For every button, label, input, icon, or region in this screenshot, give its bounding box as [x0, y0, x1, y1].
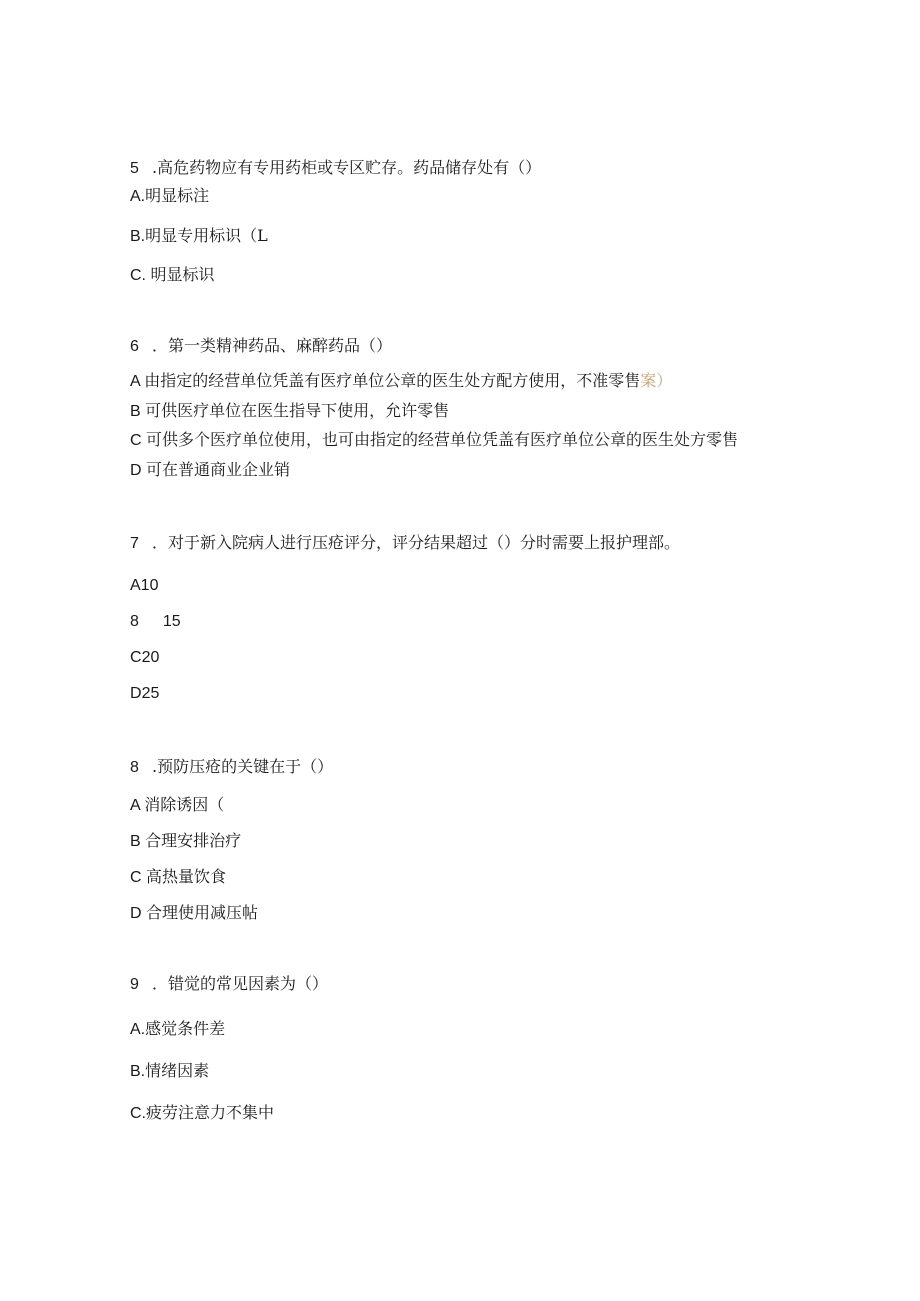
option-prefix: A. [130, 1021, 146, 1038]
option-prefix: B [130, 833, 146, 850]
option-prefix: B. [130, 228, 146, 245]
question-5-option-b [130, 226, 268, 247]
question-text: .高危药物应有专用药柜或专区贮存。药品储存处有（） [152, 158, 542, 177]
question-9-option-c [130, 1103, 274, 1124]
option-text: 可供医疗单位在医生指导下使用，允许零售 [145, 401, 450, 420]
question-8-option-b [130, 831, 241, 852]
option-prefix: C. [130, 267, 151, 284]
option-text: 疲劳注意力不集中 [146, 1103, 275, 1122]
question-6-stem [130, 336, 392, 357]
option-text: 高热量饮食 [146, 867, 227, 886]
question-8-option-c [130, 867, 226, 888]
option-text: 由指定的经营单位凭盖有医疗单位公章的医生处方配方使用，不准零售 [144, 371, 641, 390]
option-prefix: C. [130, 1105, 146, 1122]
option-prefix: C [130, 432, 146, 449]
option-prefix: D [130, 462, 146, 479]
question-number: 8 [130, 759, 139, 776]
question-5-option-c [130, 265, 214, 286]
question-5-stem [130, 158, 541, 179]
option-text: 合理安排治疗 [145, 831, 242, 850]
question-8-stem [130, 757, 333, 778]
option-prefix: 8 [130, 613, 139, 630]
question-9-option-a [130, 1019, 225, 1040]
question-text: ．错觉的常见因素为（） [152, 974, 329, 993]
option-text: 可供多个医疗单位使用，也可由指定的经营单位凭盖有医疗单位公章的医生处方零售 [146, 430, 739, 449]
question-6-option-a [130, 371, 672, 392]
question-text: .预防压疮的关键在于（） [152, 757, 334, 776]
question-7-option-a [130, 576, 158, 596]
option-text: 10 [140, 577, 159, 594]
option-text: 消除诱因（ [144, 795, 225, 814]
option-text: 明显标识 [150, 265, 215, 284]
option-prefix: A. [130, 188, 146, 205]
option-prefix: D [130, 685, 142, 702]
question-number: 7 [130, 535, 139, 552]
option-text: 25 [141, 685, 160, 702]
option-text: 合理使用减压帖 [146, 903, 259, 922]
option-prefix: A [130, 797, 145, 814]
option-text: 情绪因素 [145, 1061, 210, 1080]
option-text: 20 [141, 649, 160, 666]
question-8-option-a [130, 795, 224, 816]
question-7-stem [130, 533, 680, 554]
question-text: ．第一类精神药品、麻醉药品（） [152, 336, 393, 355]
option-text: 明显标注 [145, 186, 210, 205]
question-7-option-c [130, 648, 159, 668]
option-text: 感觉条件差 [145, 1019, 226, 1038]
option-prefix: B [130, 403, 146, 420]
option-prefix: C [130, 869, 146, 886]
question-text: ．对于新入院病人进行压疮评分，评分结果超过（）分时需要上报护理部。 [152, 533, 681, 552]
option-prefix: A [130, 577, 141, 594]
question-6-option-c [130, 430, 738, 451]
option-text: 明显专用标识（L [145, 226, 268, 245]
question-9-option-b [130, 1061, 209, 1082]
question-number: 9 [130, 976, 139, 993]
question-5-option-a [130, 186, 209, 207]
question-7-option-d [130, 684, 159, 704]
option-prefix: D [130, 905, 146, 922]
option-prefix: A [130, 373, 145, 390]
question-number: 5 [130, 160, 139, 177]
question-9-stem [130, 974, 328, 995]
option-prefix: C [130, 649, 142, 666]
option-prefix: B. [130, 1063, 146, 1080]
question-number: 6 [130, 338, 139, 355]
option-text: 可在普通商业企业销 [146, 460, 291, 479]
question-6-option-b [130, 401, 449, 422]
question-6-option-d [130, 460, 290, 481]
option-text: 15 [162, 613, 181, 630]
question-8-option-d [130, 903, 258, 924]
question-7-option-b [130, 612, 181, 632]
faded-text: 案） [640, 371, 673, 390]
